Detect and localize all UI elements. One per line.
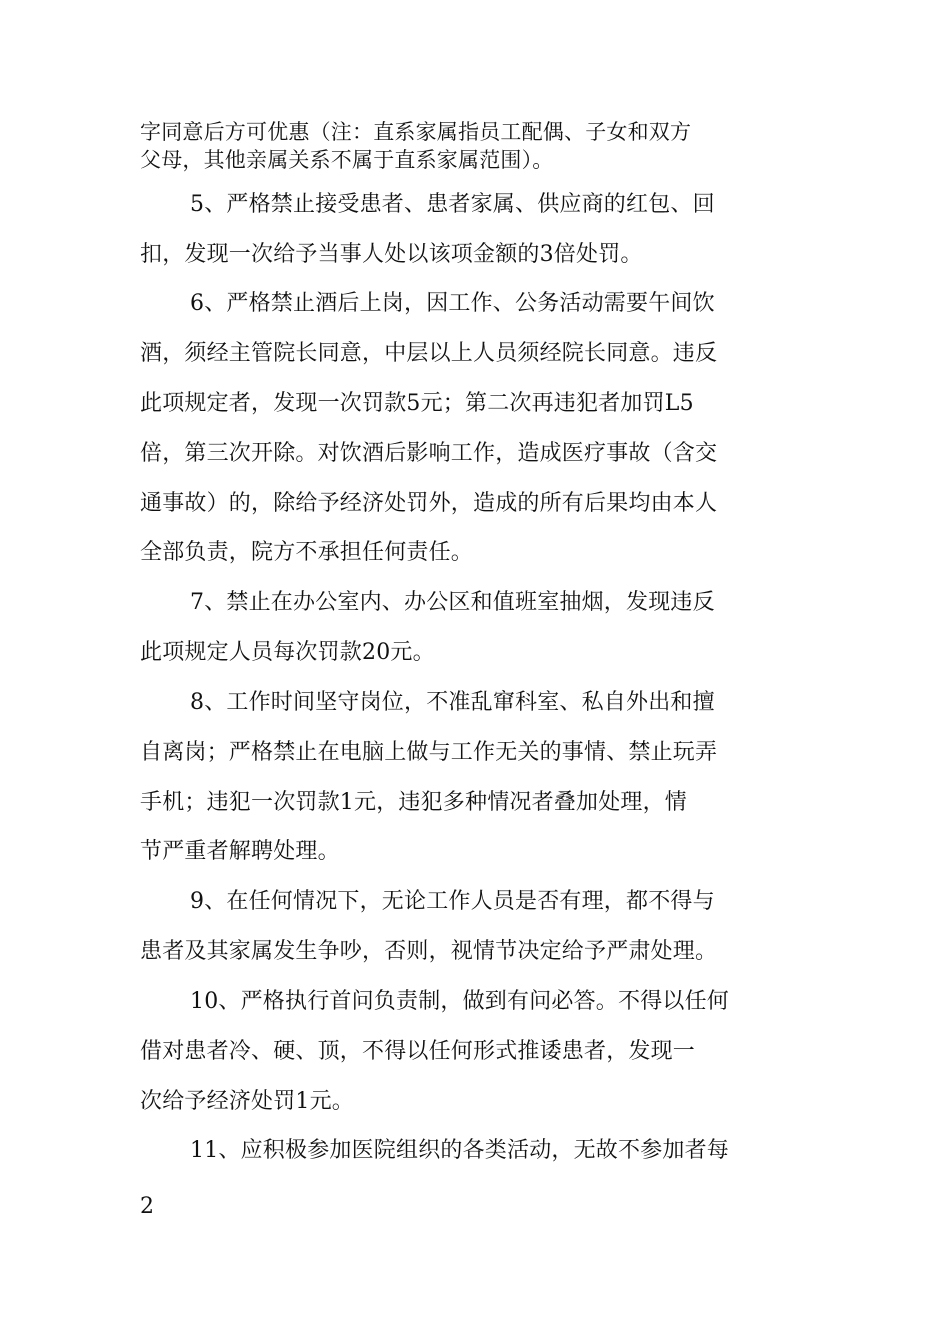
paragraph-6-line-5: 通事故）的，除给予经济处罚外，造成的所有后果均由本人 xyxy=(140,491,718,516)
paragraph-10-line-3: 次给予经济处罚1元。 xyxy=(140,1089,354,1114)
paragraph-8-line-4: 节严重者解聘处理。 xyxy=(140,839,340,864)
paragraph-11-line-1: 11、应积极参加医院组织的各类活动，无故不参加者每 xyxy=(190,1138,729,1163)
paragraph-6-line-2: 酒，须经主管院长同意，中层以上人员须经院长同意。违反 xyxy=(140,341,718,366)
paragraph-6-line-6: 全部负责，院方不承担任何责任。 xyxy=(140,540,474,565)
paragraph-5-line-2: 扣，发现一次给予当事人处以该项金额的3倍处罚。 xyxy=(140,242,643,267)
paragraph-7-line-2: 此项规定人员每次罚款20元。 xyxy=(140,640,435,665)
paragraph-8-line-3: 手机；违犯一次罚款1元，违犯多种情况者叠加处理，情 xyxy=(140,790,687,815)
paragraph-10-line-2: 借对患者冷、硬、顶，不得以任何形式推诿患者，发现一 xyxy=(140,1039,696,1064)
paragraph-7-line-1: 7、禁止在办公室内、办公区和值班室抽烟，发现违反 xyxy=(190,590,715,615)
paragraph-10-line-1: 10、严格执行首问负责制，做到有问必答。不得以任何 xyxy=(190,989,729,1014)
page-number: 2 xyxy=(140,1194,154,1219)
paragraph-8-line-1: 8、工作时间坚守岗位，不准乱窜科室、私自外出和擅 xyxy=(190,690,715,715)
paragraph-6-line-4: 倍，第三次开除。对饮酒后影响工作，造成医疗事故（含交 xyxy=(140,441,718,466)
paragraph-5-line-1: 5、严格禁止接受患者、患者家属、供应商的红包、回 xyxy=(190,192,715,217)
paragraph-6-line-1: 6、严格禁止酒后上岗，因工作、公务活动需要午间饮 xyxy=(190,291,715,316)
paragraph-9-line-2: 患者及其家属发生争吵，否则，视情节决定给予严肃处理。 xyxy=(140,939,718,964)
paragraph-8-line-2: 自离岗；严格禁止在电脑上做与工作无关的事情、禁止玩弄 xyxy=(140,740,718,765)
paragraph-9-line-1: 9、在任何情况下，无论工作人员是否有理，都不得与 xyxy=(190,889,715,914)
text-line-2: 父母，其他亲属关系不属于直系家属范围）。 xyxy=(140,148,554,172)
text-line-1: 字同意后方可优惠（注：直系家属指员工配偶、子女和双方 xyxy=(140,120,692,144)
paragraph-6-line-3: 此项规定者，发现一次罚款5元；第二次再违犯者加罚L5 xyxy=(140,391,694,416)
